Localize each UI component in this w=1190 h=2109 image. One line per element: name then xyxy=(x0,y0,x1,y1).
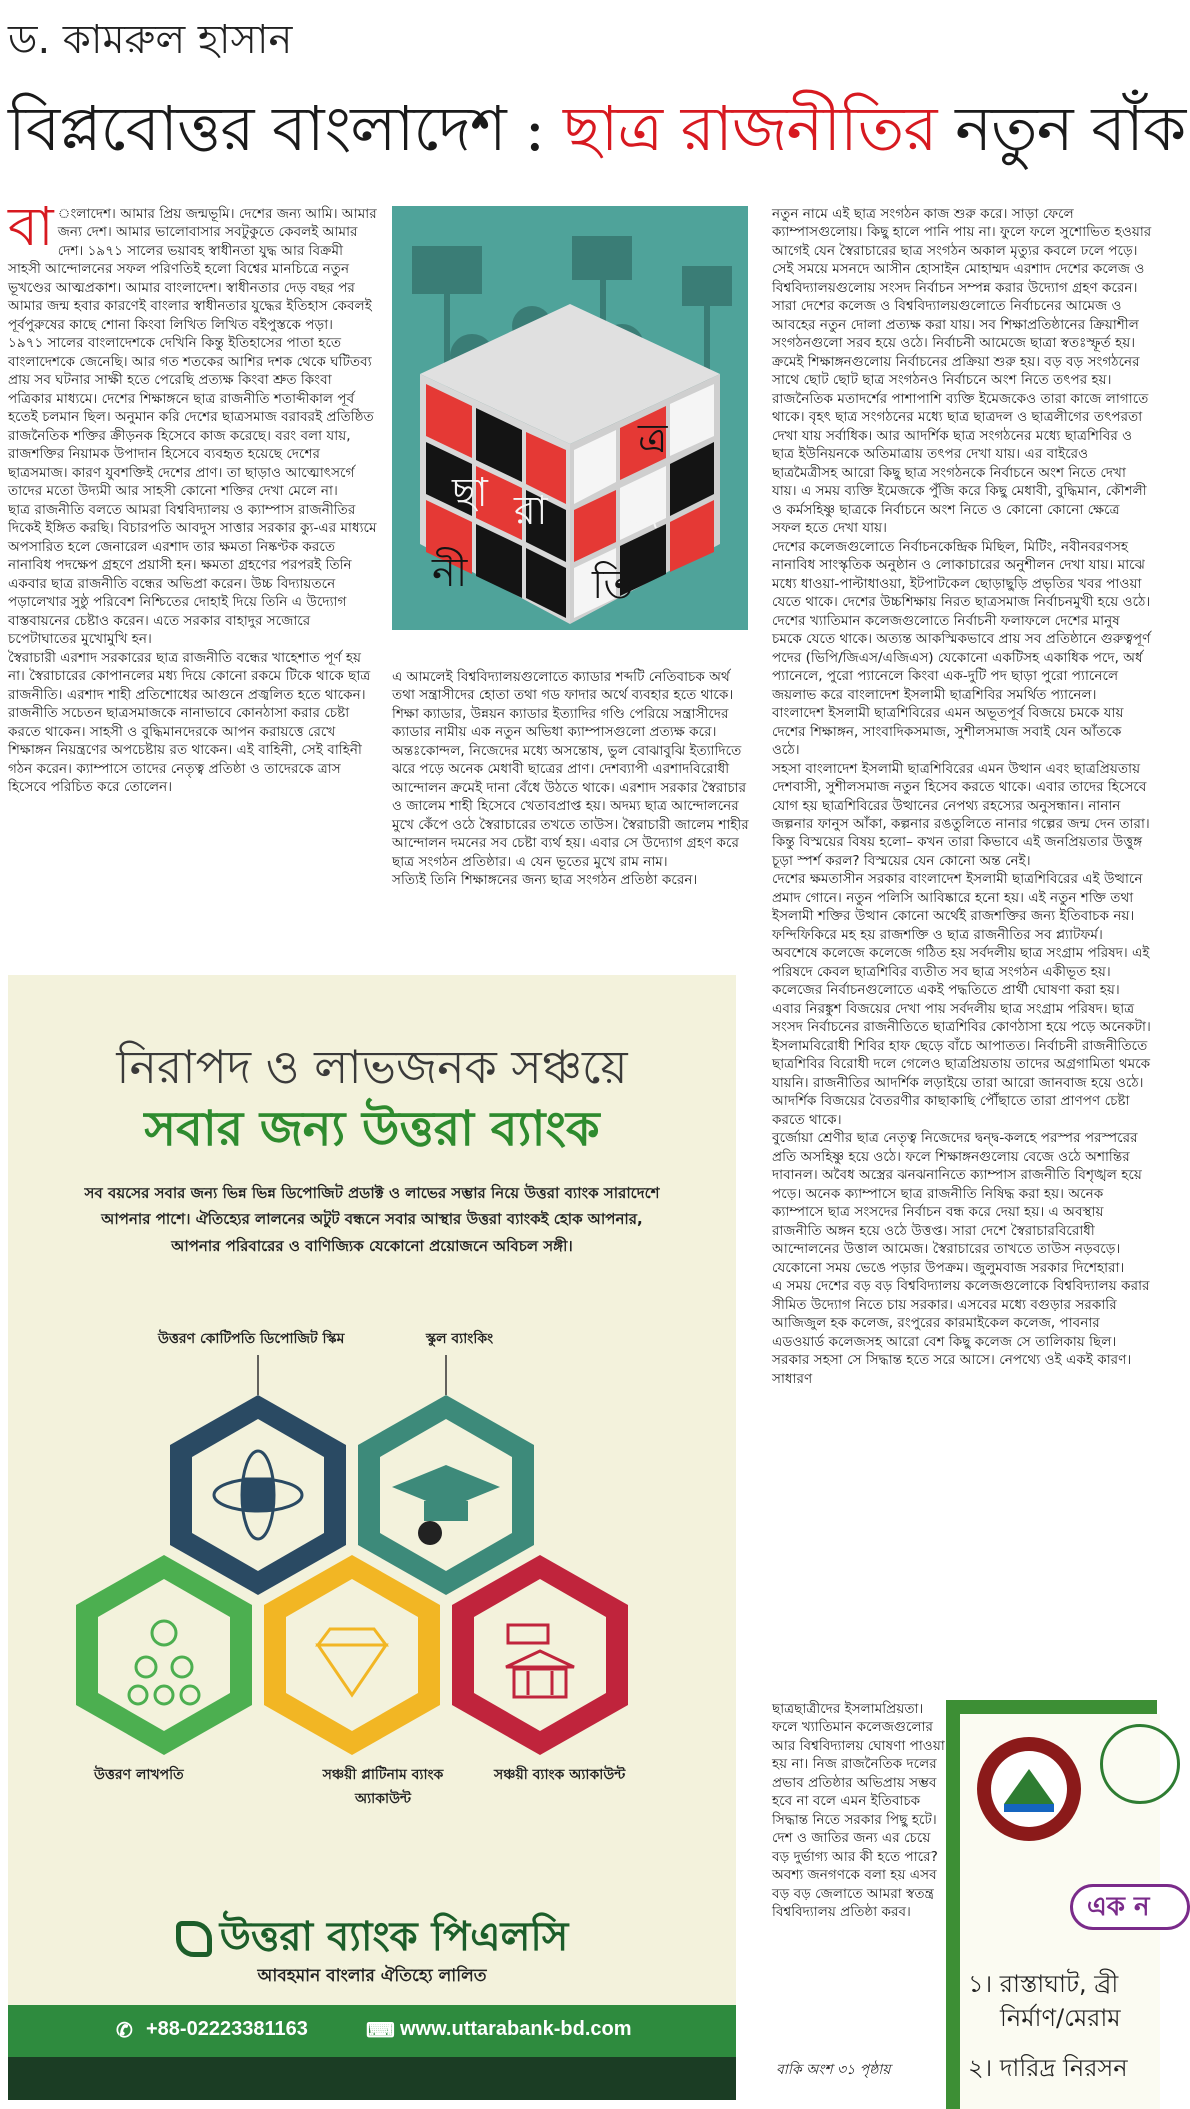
continued-on-page: বাকি অংশ ৩১ পৃষ্ঠায় xyxy=(776,2062,891,2078)
headline-highlight: ছাত্র রাজনীতির xyxy=(562,92,937,165)
bank-name: উত্তরা ব্যাংক পিএলসি xyxy=(219,1914,569,1960)
web-icon: ⌨ xyxy=(366,2020,395,2042)
side-ad-heading: এক ন xyxy=(1070,1884,1190,1930)
cube-letter: ত্র xyxy=(638,416,668,462)
paragraph: দেশের ক্ষমতাসীন সরকার বাংলাদেশ ইসলামী ছাত্রশিবিরের এই উত্থানে প্রমাদ গোনে। নতুন পলিসি আবিষ্কারে হনো হয়। এই নতুন শক্তি তথা ইসলামী শক্তির উত্থান কোনো অর্থেই রাজশক্তির জন্য ইতিবাচক নয়। ফন্দিফিকিরে মহ হয় রাজশক্তি ও ছাত্র রাজনীতির সব প্ল্যাটফর্ম। অবশেষে কলেজে কলেজে গঠিত হয় সর্বদলীয় ছাত্র সংগ্রাম পরিষদ। এই পরিষদে কেবল ছাত্রশিবির ব্যতীত সব ছাত্র সংগঠন একীভূত হয়। কলেজের নির্বাচনগুলোতে একই পদ্ধতিতে প্রার্থী ঘোষণা করা হয়। এবার নিরঙ্কুশ বিজয়ের দেখা পায় সর্বদলীয় ছাত্র সংগ্রাম পরিষদ। ছাত্র সংসদ নির্বাচনের রাজনীতিতে ছাত্রশিবির কোণঠাসা হয়ে পড়ে অনেকটা। ইসলামবিরোধী শিবির হাফ ছেড়ে বাঁচে আপাতত। নির্বাচনী রাজনীতিতে ছাত্রশিবির বিরোধী দলে গেলেও ছাত্রপ্রিয়তায় তাদের অগ্রগামিতা থমকে যায়নি। রাজনীতির আদর্শিক লড়াইয়ে তারা আরো জানবাজ হয়ে ওঠে। আদর্শিক বিজয়ের বৈতরণীর কাছাকাছি পৌঁছাতে তারা প্রাণপণ চেষ্টা করতে থাকে। xyxy=(772,871,1151,1128)
paragraph: সেই সময়ে মসনদে আসীন হোসাইন মোহাম্মদ এরশাদ দেশের কলেজ ও বিশ্ববিদ্যালয়গুলোয় সংসদ নির্বাচন সম্পন্ন করার উদ্যোগ গ্রহণ করেন। সারা দেশের কলেজ ও বিশ্ববিদ্যালয়গুলোতে নির্বাচনের আমেজ ও আবহের নতুন দোলা প্রত্যক্ষ করা যায়। সব শিক্ষাপ্রতিষ্ঠানের ক্রিয়াশীল সংগঠনগুলো সরব হয়ে ওঠে। নির্বাচনী আমেজে ছাত্রা স্বতঃস্ফূর্ত হয়। ক্রমেই শিক্ষাঙ্গনগুলোয় নির্বাচনের প্রক্রিয়া শুরু হয়। বড় বড় সংগঠনের সাথে ছোট ছোট ছাত্র সংগঠনও নির্বাচনে অংশ নিতে তৎপর হয়। রাজনৈতিক মতাদর্শের পাশাপাশি ব্যক্তি ইমেজকেও তারা কাজে লাগাতে থাকে। বৃহৎ ছাত্র সংগঠনের মধ্যে ছাত্র ছাত্রদল ও ছাত্রলীগের তৎপরতা দেখা যায় সর্বাধিক। আর আদর্শিক ছাত্র সংগঠনের মধ্যে ছাত্রশিবির ও ছাত্র ইউনিয়নকে অতিমাত্রায় তৎপর দেখা যায়। এর বাইরেও ছাত্রমৈত্রীসহ আরো কিছু ছাত্র সংগঠনকে নির্বাচনে অংশ নিতে দেখা যায়। এ সময় ব্যক্তি ইমেজকে পুঁজি করে কিছু মেধাবী, বুদ্ধিমান, কৌশলী ও কর্মসহিষ্ণু ছাত্রকে নির্বাচনে অংশ নিতে ও কোনো কোনো ক্ষেত্রে সফল হতে দেখা যায়। xyxy=(772,261,1149,537)
ad-body-text: সব বয়সের সবার জন্য ভিন্ন ভিন্ন ডিপোজিট প্রডাক্ট ও লাভের সম্ভার নিয়ে উত্তরা ব্যাংক সারাদেশে আপনার পাশে। ঐতিহ্যের লালনের অটুট বন্ধনে সবার আস্থার উত্তরা ব্যাংকই হোক আপনার, আপনার পরিবারের ও বাণিজ্যিক যেকোনো প্রয়োজনে অবিচল সঙ্গী। xyxy=(84,1184,660,1255)
product-label: সঞ্চয়ী ব্যাংক অ্যাকাউন্ট xyxy=(494,1767,626,1783)
ad-footer-band xyxy=(8,2057,736,2100)
phone-icon: ✆ xyxy=(116,2020,133,2042)
paragraph: এ আমলেই বিশ্ববিদ্যালয়গুলোতে ক্যাডার শব্দটি নেতিবাচক অর্থ তথা সন্ত্রাসীদের হোতা তথা গড ফাদার অর্থে ব্যবহার হতে থাকে। শিক্ষা ক্যাডার, উন্নয়ন ক্যাডার ইত্যাদির গণ্ডি পেরিয়ে সন্ত্রাসীদের ক্যাডার নামীয় এক নতুন অভিধা ক্যাম্পাসগুলো প্রত্যক্ষ করে। অন্তঃকোন্দল, নিজেদের মধ্যে অসন্তোষ, ভুল বোঝাবুঝি ইত্যাদিতে ঝরে পড়ে অনেক মেধাবী ছাত্রের প্রাণ। দেশব্যাপী এরশাদবিরোধী আন্দোলন ক্রমেই দানা বেঁধে উঠতে থাকে। এরশাদ সরকার স্বৈরাচার ও জালেম শাহী হিসেবে খেতাবপ্রাপ্ত হয়। অদম্য ছাত্র আন্দোলনের মুখে কেঁপে ওঠে স্বৈরাচারের তখতে তাউস। স্বৈরাচারী জালেম শাহীর আন্দোলন দমনের সব চেষ্টা ব্যর্থ হয়। এবার সে উদ্যোগ গ্রহণ করে ছাত্র সংগঠন প্রতিষ্ঠার। এ যেন ভূতের মুখে রাম নাম। xyxy=(392,669,749,870)
byline: ড. কামরুল হাসান xyxy=(8,17,293,63)
hexagon-platinum xyxy=(264,1555,440,1755)
side-advertisement xyxy=(946,1700,1157,2109)
article-column-1 xyxy=(8,195,380,945)
hexagon-savings xyxy=(452,1555,628,1755)
paragraph: ছাত্র রাজনীতি বলতে আমরা বিশ্ববিদ্যালয় ও ক্যাম্পাস রাজনীতির দিকেই ইঙ্গিত করছি। বিচারপতি আবদুস সাত্তার সরকার ক্যু-এর মাধ্যমে অপসারিত হলে জেনারেল এরশাদ তার ক্ষমতা নিষ্কণ্টক করতে নানাবিধ পদক্ষেপ গ্রহণে প্রয়াসী হন। ক্ষমতা গ্রহণের পরপরই তিনি একবার ছাত্র রাজনীতি বন্ধের অভিপ্রা করেন। উচ্চ বিদ্যায়তনে পড়ালেখার সুষ্ঠু পরিবেশ নিশ্চিতের দোহাই দিয়ে তিনি এ উদ্যোগ বাস্তবায়নের চেষ্টাও করেন। এতে সরকার বাহাদুর সজোরে চপেটাঘাতের মুখোমুখি হন। xyxy=(8,501,377,648)
paragraph: নতুন নামে এই ছাত্র সংগঠন কাজ শুরু করে। সাড়া ফেলে ক্যাম্পাসগুলোয়। কিছু হালে পানি পায় না। ফুলে ফলে সুশোভিত হওয়ার আগেই যেন স্বৈরাচারের ছাত্র সংগঠন অকাল মৃত্যুর কবলে ঢলে পড়ে। xyxy=(772,206,1152,259)
bank-logo-icon xyxy=(176,1921,212,1957)
contact-bar xyxy=(8,2005,736,2057)
product-hexagons xyxy=(68,1355,676,1755)
side-ad-item: ২। দারিদ্র নিরসন xyxy=(968,2054,1128,2082)
cube-letter: জ xyxy=(624,492,660,538)
product-label: সঞ্চয়ী প্লাটিনাম ব্যাংক অ্যাকাউন্ট xyxy=(322,1767,444,1807)
product-label: স্কুল ব্যাংকিং xyxy=(426,1331,494,1347)
phone-number[interactable]: +88-02223381163 xyxy=(146,2018,308,2040)
hexagon-deposit-scheme xyxy=(170,1395,346,1595)
paragraph: সত্যিই তিনি শিক্ষাঙ্গনের জন্য ছাত্র সংগঠন প্রতিষ্ঠা করেন। xyxy=(392,872,698,889)
paragraph: স্বৈরাচারী এরশাদ সরকারের ছাত্র রাজনীতি বন্ধের খাহেশাত পূর্ণ হয় না। স্বৈরাচারের কোপানলের মধ্য দিয়ে কোনো রকমে টিকে থাকে ছাত্র রাজনীতি। এরশাদ শাহী প্রতিশোধের আগুনে প্রজ্বলিত হতে থাকেন। রাজনীতি সচেতন ছাত্রসমাজকে নানাভাবে কোনঠাসা করার চেষ্টা করতে থাকেন। সাহসী ও বুদ্ধিমানদেরকে আপন করায়ত্তে রেখে শিক্ষাঙ্গন নিয়ন্ত্রণের অপচেষ্টায় রত থাকেন। এই বাহিনী, সেই বাহিনী গঠন করেন। ক্যাম্পাসে তাদের নেতৃত্ব প্রতিষ্ঠা ও তাদেরকে ত্রাস হিসেবে পরিচিত করে তোলেন। xyxy=(8,649,371,796)
paragraph: দেশের কলেজগুলোতে নির্বাচনকেন্দ্রিক মিছিল, মিটিং, নবীনবরণসহ নানাবিধ সাংস্কৃতিক অনুষ্ঠান ও লোকাচারের অনুশীলন দেখা যায়। মাঝে মধ্যে ধাওয়া-পাল্টাধাওয়া, ইটপাটকেল ছোড়াছুড়ি প্রভৃতির খবর পাওয়া যেতে থাকে। দেশের উচ্চশিক্ষায় নিরত ছাত্রসমাজ নির্বাচনমুখী হয়ে ওঠে। দেশের খ্যাতিমান কলেজগুলোতে নির্বাচনী ফলাফলে দেশের মানুষ চমকে যেতে থাকে। অত্যন্ত আকস্মিকভাবে প্রায় সব প্রতিষ্ঠানে গুরুত্বপূর্ণ পদের (ভিপি/জিএস/এজিএস) যেকোনো একটিসহ একাধিক পদে, অর্ধ প্যানেলে, পুরো প্যানেলে কিংবা এক-দুটি পদ ছাড়া পুরো প্যানেলে জয়লাভ করে বাংলাদেশ ইসলামী ছাত্রশিবির সমর্থিত প্যানেল। বাংলাদেশ ইসলামী ছাত্রশিবিরের এমন অভূতপূর্ব বিজয়ে চমকে যায় দেশের শিক্ষাঙ্গন, সাংবাদিকসমাজ, সুশীলসমাজ সবাই যেন আঁতকে ওঠে। xyxy=(772,538,1151,759)
bank-brand xyxy=(8,1905,736,1972)
cube-letter: নী xyxy=(432,550,468,596)
website-link[interactable]: www.uttarabank-bd.com xyxy=(400,2018,632,2040)
paragraph: ছাত্রছাত্রীদের ইসলামপ্রিয়তা। ফলে খ্যাতিমান কলেজগুলোর আর বিশ্ববিদ্যালয় ঘোষণা পাওয়া হয় না। নিজ রাজনৈতিক দলের প্রভাব প্রতিষ্ঠার অভিপ্রায় সম্ভব হবে না বলে এমন ইতিবাচক সিদ্ধান্ত নিতে সরকার পিছু হটে। দেশ ও জাতির জন্য এর চেয়ে বড় দুর্ভাগ্য আর কী হতে পারে? অবশ্য জনগণকে বলা হয় এসব বড় বড় জেলাতে আমরা স্বতন্ত্র বিশ্ববিদ্যালয় প্রতিষ্ঠা করব। xyxy=(772,1701,945,1921)
drop-cap: বা xyxy=(8,195,54,258)
hexagon-school-banking xyxy=(358,1395,534,1595)
cube-letter: রা xyxy=(514,488,548,534)
headline xyxy=(8,82,1185,185)
product-label: উত্তরণ লাখপতি xyxy=(94,1767,184,1783)
cube-letter: ছা xyxy=(452,470,488,516)
hexagon-lakhpoti xyxy=(76,1555,252,1755)
uttara-bank-advertisement[interactable] xyxy=(8,975,736,2100)
cube-letter: তি xyxy=(592,562,634,608)
ad-heading-2: সবার জন্য উত্তরা ব্যাংক xyxy=(144,1101,600,1157)
headline-part3: নতুন বাঁক xyxy=(936,92,1186,165)
paragraph: বুর্জোয়া শ্রেণীর ছাত্র নেতৃত্ব নিজেদের দ্বন্দ্ব-কলহে পরস্পর পরস্পরের প্রতি অসহিষ্ণু হয়ে ওঠে। ফলে শিক্ষাঙ্গনগুলোয় বেজে ওঠে অশান্তির দাবানল। অবৈধ অস্ত্রের ঝনঝনানিতে ক্যাম্পাস রাজনীতি বিশৃঙ্খল হয়ে পড়ে। অনেক ক্যাম্পাসে ছাত্র রাজনীতি নিষিদ্ধ করা হয়। অনেক ক্যাম্পাসে ছাত্র সংসদের নির্বাচন বন্ধ করে দেয়া হয়। এ অবস্থায় রাজনীতি অঙ্গন হয়ে ওঠে উত্তপ্ত। সারা দেশে স্বৈরাচারবিরোধী আন্দোলনের উত্তাল আমেজ। স্বৈরাচারের তাখতে তাউস নড়বড়ে। যেকোনো সময় ভেঙে পড়ার উপক্রম। জুলুমবাজ সরকার দিশেহারা। xyxy=(772,1130,1142,1276)
side-ad-item: ১। রাস্তাঘাট, ব্রী xyxy=(968,1970,1119,1998)
article-column-3 xyxy=(772,205,1152,1705)
headline-part1: বিপ্লবোত্তর বাংলাদেশ : xyxy=(8,92,563,165)
side-ad-panel xyxy=(960,1714,1160,2109)
student-politics-illustration xyxy=(392,206,748,630)
paragraph: ংলাদেশ। আমার প্রিয় জন্মভূমি। দেশের জন্য আমি। আমার জন্য দেশ। আমার ভালোবাসার সবটুকুতে কেবলই আমার দেশ। ১৯৭১ সালের ভয়াবহ স্বাধীনতা যুদ্ধ আর বিক্রমী সাহসী আন্দোলনের সফল পরিণতিই হলো বিশ্বের মানচিত্রে নতুন ভূখণ্ডের আত্মপ্রকাশ। আমার বাংলাদেশ। স্বাধীনতার দেড় বছর পর আমার জন্ম হবার কারণেই বাংলার স্বাধীনতার যুদ্ধের ইতিহাস কেবলই পূর্বপুরুষের কাছে শোনা কিংবা লিখিত লিখিত বইপুস্তকে পড়া। xyxy=(8,206,377,333)
bank-tagline: আবহমান বাংলার ঐতিহ্যে লালিত xyxy=(257,1966,487,1986)
product-label: উত্তরণ কোটিপতি ডিপোজিট স্কিম xyxy=(158,1331,345,1347)
article-column-3-narrow xyxy=(772,1700,947,2080)
paragraph: ১৯৭১ সালের বাংলাদেশকে দেখিনি কিন্তু ইতিহাসের পাতা হতে বাংলাদেশকে জেনেছি। আর গত শতকের আশির দশক থেকে ঘটিতব্য প্রায় সব ঘটনার সাক্ষী হতে পেরেছি প্রত্যক্ষ কিংবা শ্রুত কিংবা পত্রিকার মাধ্যমে। দেশের শিক্ষাঙ্গনে ছাত্র রাজনীতি শতাব্দীকাল পূর্ব হতেই চলমান ছিল। অনুমান করি দেশের ছাত্রসমাজ বরাবরই প্রতিষ্ঠিত রাজনৈতিক শক্তির ক্রীড়নক হিসেবে কাজ করেছে। বরং বলা যায়, রাজশক্তির নিয়ামক উপাদান হিসেবে ব্যবহৃত হয়েছে দেশের ছাত্রসমাজ। কারণ যুবশক্তিই দেশের প্রাণ। তা ছাড়াও আত্মোৎসর্গে তাদের মতো উদ্যমী আর সাহসী কোনো শক্তির দেখা মেলে না। xyxy=(8,335,374,500)
emblem-partial xyxy=(1100,1724,1180,1804)
paragraph: এ সময় দেশের বড় বড় বিশ্ববিদ্যালয় কলেজগুলোকে বিশ্ববিদ্যালয় করার সীমিত উদ্যোগ নিতে চায় সরকার। এসবের মধ্যে বগুড়ার সরকারি আজিজুল হক কলেজ, রংপুরের কারমাইকেল কলেজ, পাবনার এডওয়ার্ড কলেজসহ আরো বেশ কিছু কলেজ সে তালিকায় ছিল। সরকার সহসা সে সিদ্ধান্ত হতে সরে আসে। নেপথ্যে ওই একই কারণ। সাধারণ xyxy=(772,1278,1150,1387)
district-seal-icon xyxy=(974,1734,1084,1844)
paragraph: সহসা বাংলাদেশ ইসলামী ছাত্রশিবিরের এমন উত্থান এবং ছাত্রপ্রিয়তায় দেশবাসী, সুশীলসমাজ নতুন হিসেব করতে থাকে। এবার তাদের হিসেবে যোগ হয় ছাত্রশিবিরের উত্থানের নেপথ্য রহস্যের অনুসন্ধান। নানান জল্পনার ফানুস আঁকা, কল্পনার রঙতুলিতে নানার গল্পের জন্ম দেন তারা। কিন্তু বিস্ময়ের বিষয় হলো– কখন তারা কিভাবে এই জনপ্রিয়তার উত্তুঙ্গ চূড়া স্পর্শ করল? বিস্ময়ের যেন কোনো অন্ত নেই। xyxy=(772,760,1150,869)
rubik-cube-illustration xyxy=(392,206,748,630)
side-ad-item: নির্মাণ/মেরাম xyxy=(1000,2004,1121,2032)
ad-heading-1: নিরাপদ ও লাভজনক সঞ্চয়ে xyxy=(116,1040,628,1094)
article-column-2 xyxy=(392,668,750,958)
